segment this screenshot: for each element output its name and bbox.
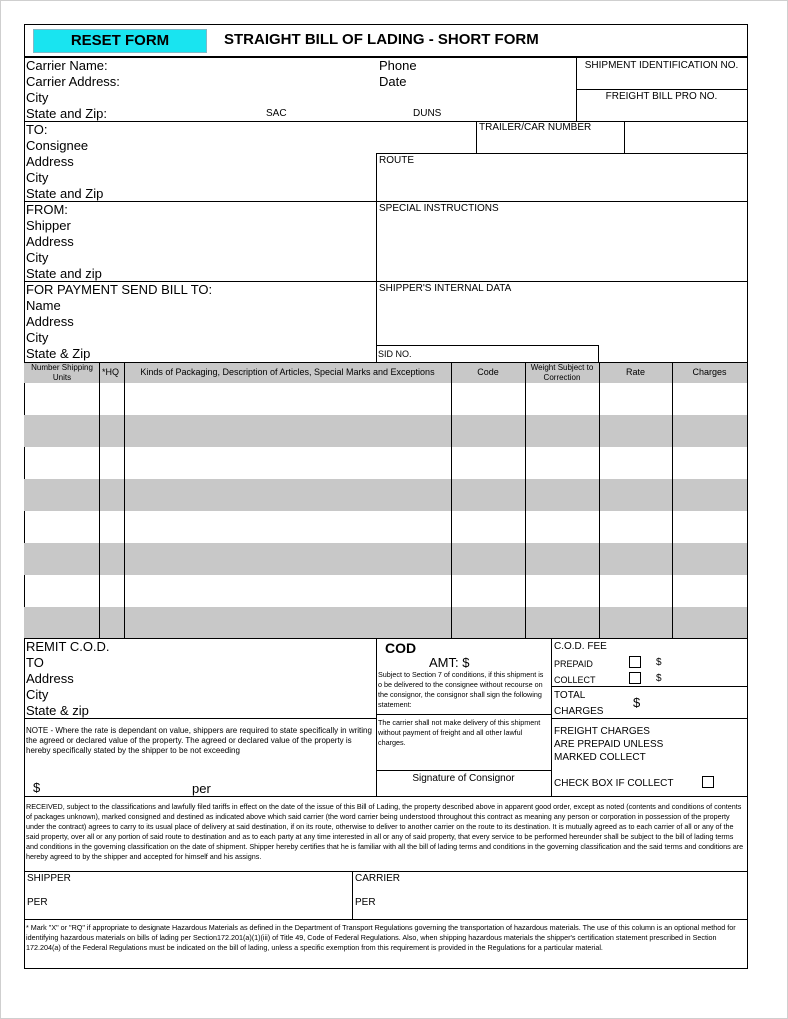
col-divider [525,363,526,639]
reset-form-button[interactable]: RESET FORM [33,29,207,53]
shipper-label: Shipper [26,218,71,233]
from-state-zip-label: State and zip [26,266,102,281]
section7-statement: Subject to Section 7 of conditions, if this shipment is o be delivered to the consignee without recourse on the consignor, the consignor shall sign the following statement: [378,670,544,709]
remit-state-zip-label: State & zip [26,703,89,718]
route-bottom-line [376,201,747,202]
shipper-per-label: PER [27,897,48,908]
col-header-shipping-units: Number Shipping Units [31,363,93,382]
consignee-label: Consignee [26,138,89,153]
prepaid-checkbox[interactable] [629,656,641,668]
table-bottom-line [24,638,747,639]
collect-label: COLLECT [554,675,596,685]
freight-bill-label: FREIGHT BILL PRO NO. [605,91,718,102]
no-delivery-statement: The carrier shall not make delivery of this shipment without payment of freight and all other lawful charges. [378,718,541,747]
carrier-address-label: Carrier Address: [26,74,120,89]
col-divider [599,363,600,639]
col-divider [451,363,452,639]
col-header-hq: *HQ [102,367,120,377]
payment-name-label: Name [26,298,61,313]
col-header-code: Code [477,367,499,377]
col-divider [124,363,125,639]
cod-bottom-line [24,796,747,797]
cod-statement-divider [376,714,551,715]
remit-bottom-line [24,718,376,719]
to-state-zip-label: State and Zip [26,186,104,201]
total-dollar: $ [633,695,641,710]
to-bottom-line [24,201,376,202]
sid-top-line [376,345,598,346]
to-address-label: Address [26,154,74,169]
note-dollar-sign: $ [33,780,41,795]
cod-heading: COD [385,640,417,656]
col-header-charges: Charges [692,367,727,377]
received-clause: RECEIVED, subject to the classifications and lawfully filed tariffs in effect on the date of the issue of this Bill of Lading, the property described above in apparent good order, except as noted (contents and conditions of contents of packages unknown), marked consigned and destined as indicated above which said carrier (the word carrier being understood throughout this contract as meaning any person or corporation in possession of the property under the contract) agrees to carry to its usual place of delivery at said destination, if on its route, otherwise to deliver to another carrier on the route to its destination. It is mutually agreed as to each carrier of all or any of the said property, over all or any portion of said route to destination and as to each party at any time interested in all or any of said property, that every service to be performed hereunder shall be subject to the bill of lading terms and conditions in the governing classification on the date of shipment. Shipper hereby certifies that he is familiar with all the bill of lading terms and conditions in the governing classification and the said terms and conditions are hereby agreed to by the shipper and accepted for himself and his assigns. [26,802,744,861]
prepaid-label: PREPAID [554,659,593,669]
payment-city-label: City [26,330,49,345]
sac-label: SAC [266,108,287,119]
trailer-box-right [624,121,625,153]
col-header-weight: Weight Subject to Correction [530,363,594,382]
check-box-if-collect-label: CHECK BOX IF COLLECT [554,778,674,789]
trailer-bottom-line [376,153,747,154]
table-row-band [24,543,747,575]
special-instructions-label: SPECIAL INSTRUCTIONS [379,203,499,214]
remit-to-label: TO [26,655,44,670]
items-table [24,362,747,639]
freight-charges-line3: MARKED COLLECT [554,752,646,763]
special-bottom-line [376,281,747,282]
col-divider [672,363,673,639]
value-note: NOTE - Where the rate is dependant on value, shippers are required to state specifically in writing the agreed or declared value of the property. The agreed or declared value of the property is hereby specifically stated by the shipper to be not exceeding [26,726,372,755]
shipper-signature-label: SHIPPER [27,873,71,884]
from-address-label: Address [26,234,74,249]
cod-divider-right [551,638,552,796]
payment-heading: FOR PAYMENT SEND BILL TO: [26,282,213,297]
from-city-label: City [26,250,49,265]
hazmat-footnote: * Mark "X" or "RQ" if appropriate to designate Hazardous Materials as defined in the Department of Transport Regulations governing the transportation of hazardous materials. The use of this column is an optional method for identifying hazardous materials on bills of lading per Section172.201(a)(1)(iii) of Title 49, Code of Federal Regulations. Also, when shipping hazardous materials the shipper's certification statement prescribed in Section 172.204(a) of the Federal Regulations must be indicated on the bill of lading, unless a specific exemption from this requirement is provided in the Regulations for a particular material. [26,923,736,952]
collect-checkbox[interactable] [629,672,641,684]
sid-box-right [598,345,599,362]
charges-label: CHARGES [554,706,604,717]
carrier-name-label: Carrier Name: [26,58,108,73]
carrier-city-label: City [26,90,49,105]
carrier-state-zip-label: State and Zip: [26,106,107,121]
sid-label: SID NO. [378,349,412,359]
carrier-signature-label: CARRIER [355,873,401,884]
fee-bottom-line [551,686,747,687]
trailer-label: TRAILER/CAR NUMBER [479,122,592,133]
right-panel-divider [376,153,377,362]
freight-charges-line2: ARE PREPAID UNLESS [554,739,664,750]
consignor-signature-label: Signature of Consignor [412,773,515,784]
total-bottom-line [551,718,747,719]
col-header-description: Kinds of Packaging, Description of Articles, Special Marks and Exceptions [140,367,435,377]
remit-address-label: Address [26,671,74,686]
col-header-rate: Rate [625,367,645,377]
trailer-box-left [476,121,477,153]
collect-freight-checkbox[interactable] [702,776,714,788]
shipment-id-label: SHIPMENT IDENTIFICATION NO. [584,60,739,71]
cod-fee-label: C.O.D. FEE [554,641,607,652]
table-row-band [24,415,747,447]
internal-data-label: SHIPPER'S INTERNAL DATA [379,283,512,294]
note-per-label: per [192,781,211,796]
carrier-per-label: PER [355,897,376,908]
payment-state-zip-label: State & Zip [26,346,91,361]
table-row-band [24,479,747,511]
route-label: ROUTE [379,155,414,166]
date-label: Date [379,74,407,89]
remit-cod-label: REMIT C.O.D. [26,639,110,654]
prepaid-dollar: $ [656,657,662,668]
phone-label: Phone [379,58,417,73]
cod-amt-label: AMT: $ [429,655,470,670]
form-title: STRAIGHT BILL OF LADING - SHORT FORM [224,31,539,48]
signature-section-bottom [24,919,747,920]
from-heading: FROM: [26,202,68,217]
carrier-bottom-line [24,121,747,122]
collect-dollar: $ [656,673,662,684]
remit-city-label: City [26,687,49,702]
total-label: TOTAL [554,690,586,701]
table-row-band [24,607,747,639]
freight-charges-line1: FREIGHT CHARGES [554,726,650,737]
shipment-id-box-divider [576,89,747,90]
to-heading: TO: [26,122,48,137]
signature-top-line [376,770,551,771]
payment-address-label: Address [26,314,74,329]
signature-section-top [24,871,747,872]
to-city-label: City [26,170,49,185]
signature-divider [352,871,353,919]
col-divider [99,363,100,639]
duns-label: DUNS [413,108,442,119]
